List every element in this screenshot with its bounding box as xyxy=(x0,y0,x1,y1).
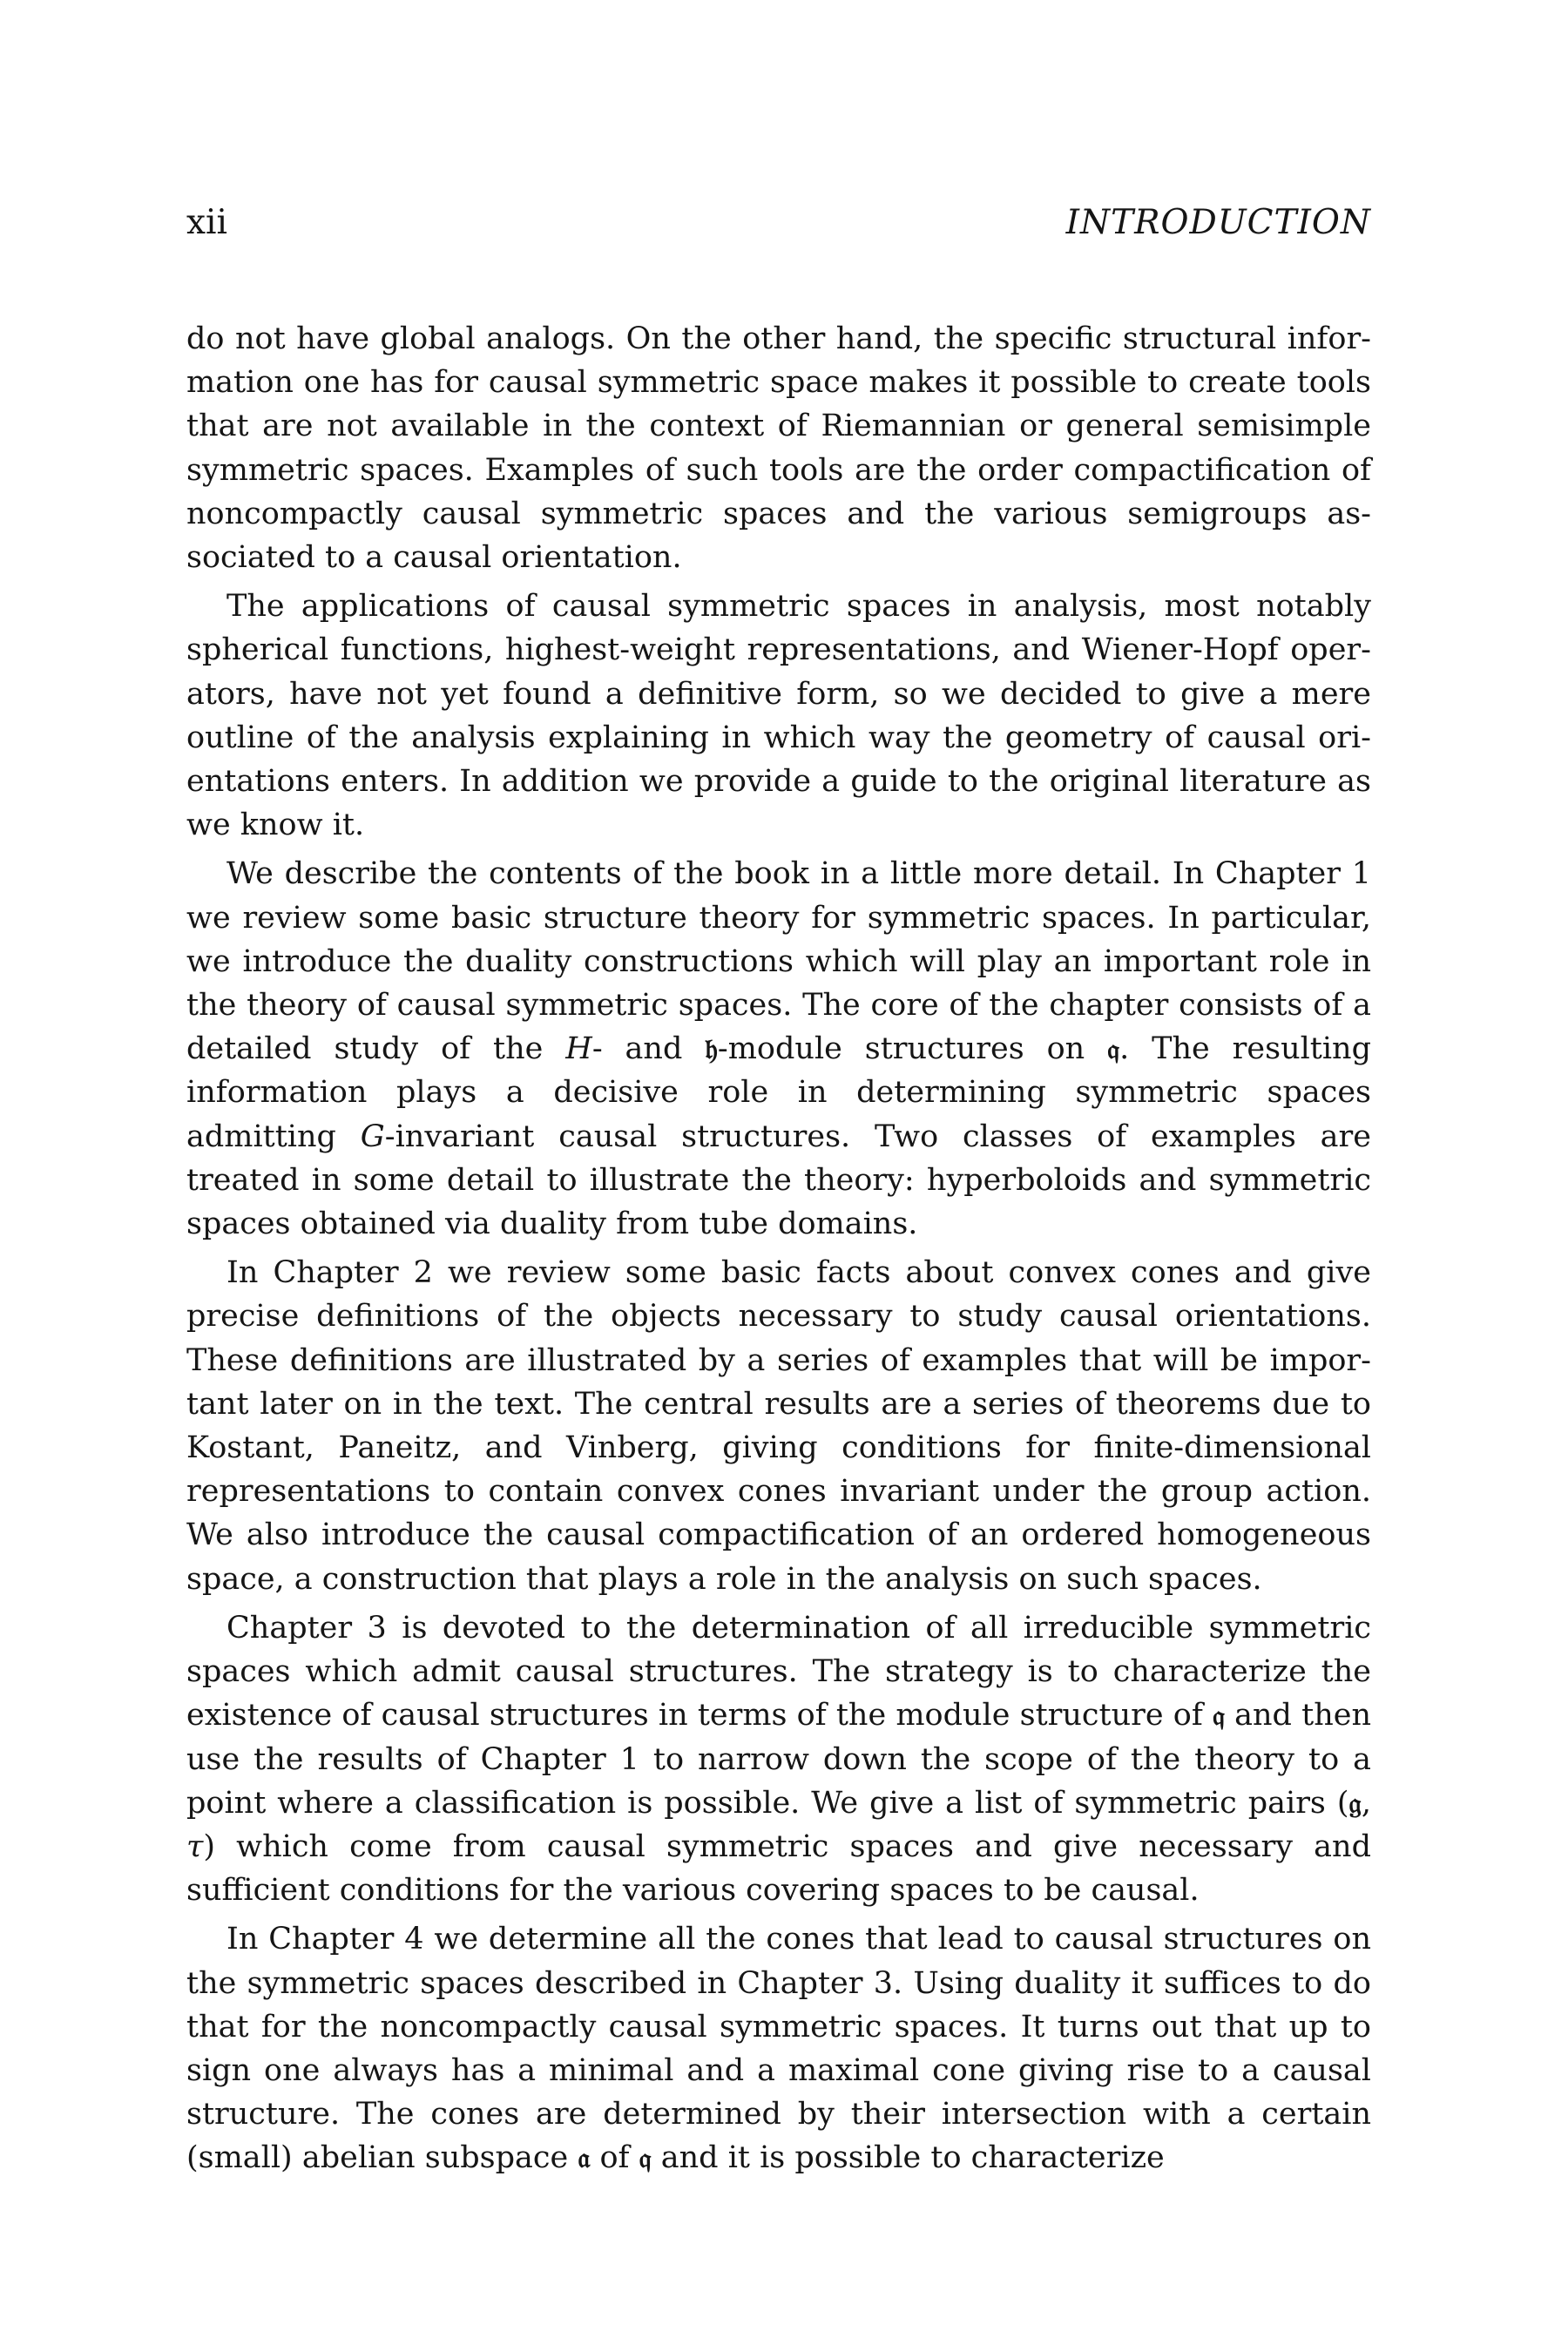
math-symbol: H xyxy=(565,1031,592,1067)
body-text xyxy=(186,317,1371,2180)
paragraph-3 xyxy=(186,852,1371,1246)
text-run: The applications of causal symmetric spaces in analysis, most notably spherical functions, highest-weight representations, and Wiener-Hopf operators, have not yet found a definitive form, so we decided to give a mere outline of the analysis explaining in which way the geometry of causal orientations enters. In addition we provide a guide to the original literature as we know it. xyxy=(186,589,1371,843)
text-run: Chapter 3 is devoted to the determination of all irreducible symmetric spaces which admit causal structures. The strategy is to characterize the existence of causal structures in terms of the module structure of xyxy=(186,1610,1371,1734)
text-run: - and xyxy=(591,1031,706,1067)
text-run: and it is possible to characterize xyxy=(651,2140,1165,2176)
text-run: ) which come from causal symmetric spaces and give necessary and sufficient conditions for the various covering spaces to be causal. xyxy=(186,1828,1371,1909)
paragraph-4 xyxy=(186,1251,1371,1601)
text-run: , xyxy=(1361,1785,1371,1821)
running-header xyxy=(186,199,1371,247)
text-run: In Chapter 2 we review some basic facts about convex cones and give precise definitions of the objects necessary to study causal orientations. These definitions are illustrated by a series of examples that will be important later on in the text. The central results are a series of theorems due to Kostant, Paneitz, and Vinberg, giving conditions for finite-dimensional representations to contain convex cones invariant under the group action. We also introduce the causal compactification of an ordered homogeneous space, a construction that plays a role in the analysis on such spaces. xyxy=(186,1255,1371,1597)
fraktur-symbol: 𝔮 xyxy=(639,2141,652,2175)
paragraph-1 xyxy=(186,317,1371,579)
text-run: of xyxy=(590,2140,639,2176)
text-run: do not have global analogs. On the other hand, the specific structural information one has for causal symmetric space makes it possible to create tools that are not available in the context of Riemannian or general semisimple symmetric spaces. Examples of such tools are the order compactification of noncompactly causal symmetric spaces and the various semigroups associated to a causal orientation. xyxy=(186,321,1371,576)
page-number: xii xyxy=(186,203,227,242)
fraktur-symbol: 𝔮 xyxy=(1212,1699,1225,1733)
fraktur-symbol: 𝔮 xyxy=(1107,1032,1120,1066)
math-symbol: τ xyxy=(186,1828,204,1864)
fraktur-symbol: 𝔤 xyxy=(1348,1786,1362,1820)
text-run: We describe the contents of the book in a little more detail. In Chapter 1 we review some basic structure theory for symmetric spaces. In particular, we introduce the duality constructions which will play an important role in the theory of causal symmetric spaces. The core of the chapter consists of a detailed study of the xyxy=(186,856,1371,1067)
text-run: . The resulting information plays a decisive role in determining symmetric spaces admitting xyxy=(186,1031,1372,1154)
paragraph-2 xyxy=(186,585,1371,847)
text-run: In Chapter 4 we determine all the cones that lead to causal structures on the symmetric spaces described in Chapter 3. Using duality it suffices to do that for the noncompactly causal symmetric spaces. It turns out that up to sign one always has a minimal and a maximal cone giving rise to a causal structure. The cones are determined by their intersection with a certain (small) abelian subspace xyxy=(186,1922,1371,2176)
paragraph-5 xyxy=(186,1606,1371,1912)
fraktur-symbol: 𝔞 xyxy=(578,2141,591,2175)
text-run: -invariant causal structures. Two classes of examples are treated in some detail to illustrate the theory: hyperboloids and symmetric spaces obtained via duality from tube domains. xyxy=(186,1119,1371,1242)
math-symbol: G xyxy=(360,1119,385,1154)
fraktur-symbol: 𝔥 xyxy=(705,1032,718,1066)
book-page xyxy=(186,199,1371,2186)
running-title: INTRODUCTION xyxy=(1065,203,1371,242)
paragraph-6 xyxy=(186,1917,1371,2180)
text-run: and then use the results of Chapter 1 to narrow down the scope of the theory to a point where a classification is possible. We give a list of symmetric pairs ( xyxy=(186,1698,1371,1821)
text-run: -module structures on xyxy=(717,1031,1108,1067)
